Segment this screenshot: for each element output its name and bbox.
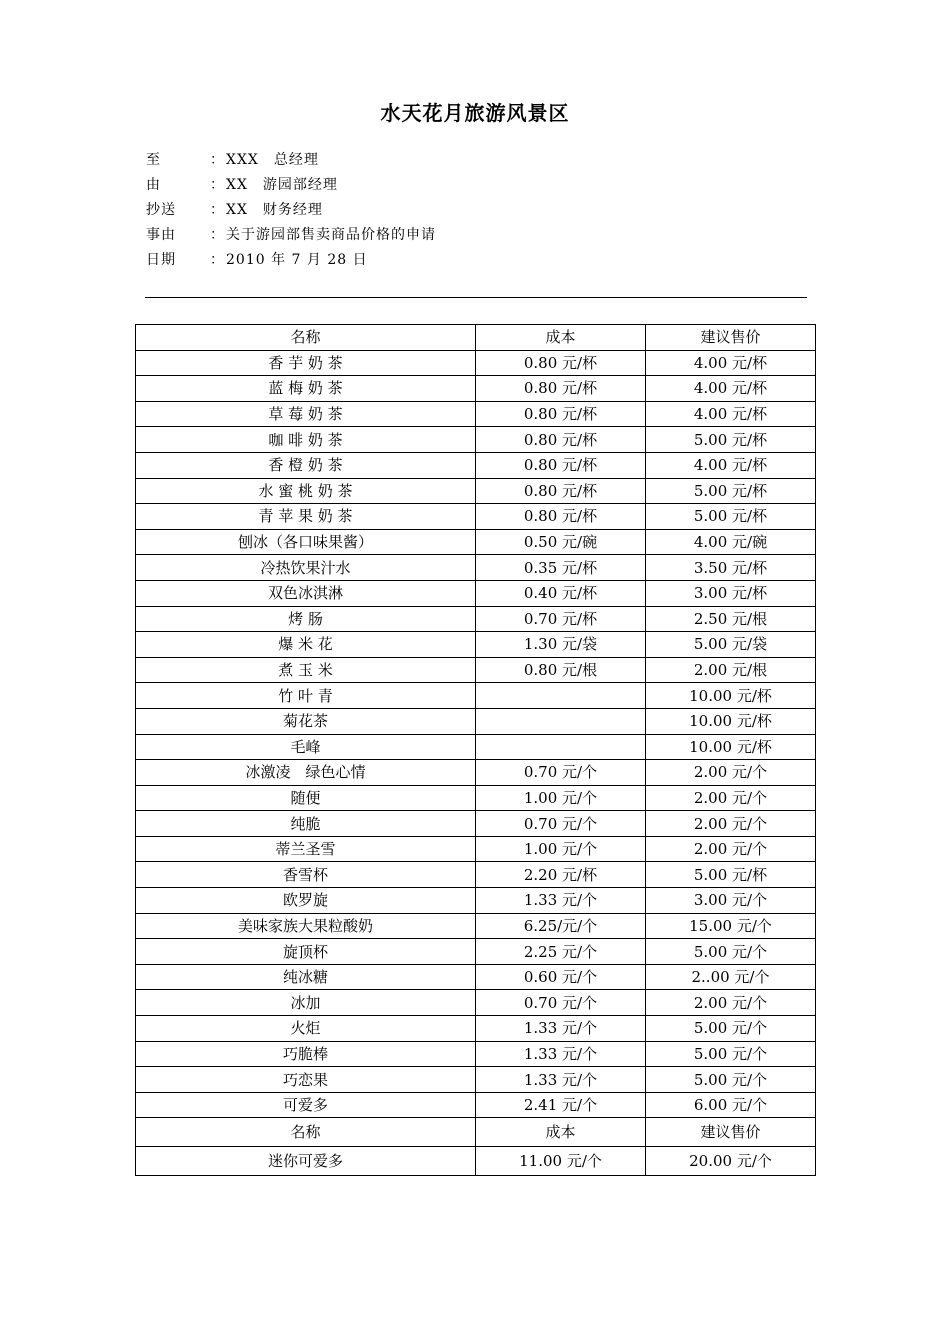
- table-row: [136, 964, 816, 990]
- name-cell: 毛峰: [136, 734, 476, 760]
- price-cell: 2.00 元/个: [646, 760, 816, 786]
- table-row: [136, 401, 816, 427]
- name-cell: 双色冰淇淋: [136, 580, 476, 606]
- cost-cell: 1.30 元/袋: [476, 632, 646, 658]
- price-table: [135, 324, 816, 1176]
- table-header-row: [136, 325, 816, 351]
- price-cell: 4.00 元/杯: [646, 350, 816, 376]
- name-cell: 欧罗旋: [136, 888, 476, 914]
- table-row: [136, 478, 816, 504]
- table-row: [136, 760, 816, 786]
- price-cell: 10.00 元/杯: [646, 683, 816, 709]
- table-row: [136, 811, 816, 837]
- table-row: [136, 632, 816, 658]
- table-row: [136, 504, 816, 530]
- memo-label: 抄送: [146, 202, 176, 218]
- memo-value: XX 游园部经理: [226, 177, 338, 193]
- price-cell: 15.00 元/个: [646, 913, 816, 939]
- price-cell: 5.00 元/个: [646, 1041, 816, 1067]
- table-row: [136, 580, 816, 606]
- name-cell: 香雪杯: [136, 862, 476, 888]
- cost-cell: 0.70 元/个: [476, 990, 646, 1016]
- cost-cell: 0.80 元/杯: [476, 504, 646, 530]
- table-row: [136, 555, 816, 581]
- memo-row: [146, 148, 436, 173]
- memo-value: 关于游园部售卖商品价格的申请: [226, 227, 436, 243]
- cost-cell: 0.80 元/杯: [476, 478, 646, 504]
- price-cell: 10.00 元/杯: [646, 708, 816, 734]
- price-cell: 2.00 元/个: [646, 990, 816, 1016]
- cost-cell: 0.70 元/杯: [476, 606, 646, 632]
- cost-cell: 1.00 元/个: [476, 836, 646, 862]
- name-cell: 青 苹 果 奶 茶: [136, 504, 476, 530]
- table-row: [136, 913, 816, 939]
- name-cell: 火炬: [136, 1016, 476, 1042]
- memo-header: [146, 148, 436, 273]
- price-cell: 20.00 元/个: [646, 1147, 816, 1176]
- price-cell: 2.50 元/根: [646, 606, 816, 632]
- price-cell: 3.00 元/个: [646, 888, 816, 914]
- price-cell: 5.00 元/个: [646, 939, 816, 965]
- cost-cell: 11.00 元/个: [476, 1147, 646, 1176]
- table-row: [136, 452, 816, 478]
- document-title: 水天花月旅游风景区: [380, 101, 570, 125]
- memo-label: 事由: [146, 227, 176, 243]
- memo-label: 由: [146, 177, 161, 193]
- cost-cell: 0.80 元/杯: [476, 350, 646, 376]
- table-row: [136, 350, 816, 376]
- price-cell: 3.00 元/杯: [646, 580, 816, 606]
- cost-cell: 1.33 元/个: [476, 1041, 646, 1067]
- column-header: 名称: [136, 1118, 476, 1147]
- cost-cell: 1.33 元/个: [476, 888, 646, 914]
- table-header-row: [136, 1118, 816, 1147]
- cost-cell: 6.25/元/个: [476, 913, 646, 939]
- memo-label: 日期: [146, 252, 176, 268]
- cost-cell: 0.80 元/根: [476, 657, 646, 683]
- memo-colon: ：: [210, 152, 224, 168]
- price-cell: 5.00 元/个: [646, 1067, 816, 1093]
- name-cell: 可爱多: [136, 1092, 476, 1118]
- memo-row: [146, 248, 436, 273]
- cost-cell: 0.60 元/个: [476, 964, 646, 990]
- memo-colon: ：: [210, 227, 224, 243]
- cost-cell: 0.50 元/碗: [476, 529, 646, 555]
- name-cell: 美味家族大果粒酸奶: [136, 913, 476, 939]
- memo-row: [146, 173, 436, 198]
- name-cell: 水 蜜 桃 奶 茶: [136, 478, 476, 504]
- name-cell: 迷你可爱多: [136, 1147, 476, 1176]
- cost-cell: 0.40 元/杯: [476, 580, 646, 606]
- price-cell: 2.00 元/个: [646, 811, 816, 837]
- name-cell: 冷热饮果汁水: [136, 555, 476, 581]
- column-header: 成本: [476, 325, 646, 351]
- name-cell: 纯脆: [136, 811, 476, 837]
- price-cell: 5.00 元/杯: [646, 427, 816, 453]
- table-row: [136, 1016, 816, 1042]
- price-cell: 5.00 元/袋: [646, 632, 816, 658]
- memo-value: XX 财务经理: [226, 202, 323, 218]
- table-row: [136, 990, 816, 1016]
- name-cell: 冰激凌 绿色心情: [136, 760, 476, 786]
- memo-colon: ：: [210, 252, 224, 268]
- price-cell: 5.00 元/杯: [646, 504, 816, 530]
- memo-row: [146, 223, 436, 248]
- cost-cell: 0.70 元/个: [476, 760, 646, 786]
- name-cell: 竹 叶 青: [136, 683, 476, 709]
- price-cell: 5.00 元/杯: [646, 478, 816, 504]
- column-header: 建议售价: [646, 1118, 816, 1147]
- cost-cell: 0.70 元/个: [476, 811, 646, 837]
- memo-colon: ：: [210, 177, 224, 193]
- cost-cell: 0.80 元/杯: [476, 376, 646, 402]
- table-row: [136, 606, 816, 632]
- table-row: [136, 862, 816, 888]
- cost-cell: 2.25 元/个: [476, 939, 646, 965]
- header-divider: [145, 297, 807, 298]
- price-cell: 2..00 元/个: [646, 964, 816, 990]
- name-cell: 纯冰糖: [136, 964, 476, 990]
- price-cell: 4.00 元/杯: [646, 452, 816, 478]
- cost-cell: [476, 708, 646, 734]
- price-cell: 2.00 元/根: [646, 657, 816, 683]
- table-row: [136, 1067, 816, 1093]
- price-cell: 5.00 元/杯: [646, 862, 816, 888]
- name-cell: 香 芋 奶 茶: [136, 350, 476, 376]
- name-cell: 煮 玉 米: [136, 657, 476, 683]
- table-row: [136, 939, 816, 965]
- memo-value: 2010 年 7 月 28 日: [226, 252, 368, 268]
- memo-label: 至: [146, 152, 161, 168]
- memo-row: [146, 198, 436, 223]
- price-cell: 4.00 元/杯: [646, 401, 816, 427]
- price-cell: 2.00 元/个: [646, 836, 816, 862]
- table-row: [136, 1041, 816, 1067]
- price-cell: 10.00 元/杯: [646, 734, 816, 760]
- cost-cell: 0.80 元/杯: [476, 401, 646, 427]
- price-cell: 6.00 元/个: [646, 1092, 816, 1118]
- table-row: [136, 683, 816, 709]
- cost-cell: 2.20 元/杯: [476, 862, 646, 888]
- cost-cell: 0.80 元/杯: [476, 427, 646, 453]
- table-row: [136, 529, 816, 555]
- name-cell: 巧恋果: [136, 1067, 476, 1093]
- cost-cell: 1.00 元/个: [476, 785, 646, 811]
- price-cell: 4.00 元/碗: [646, 529, 816, 555]
- name-cell: 菊花茶: [136, 708, 476, 734]
- table-row: [136, 376, 816, 402]
- cost-cell: 0.80 元/杯: [476, 452, 646, 478]
- cost-cell: [476, 683, 646, 709]
- name-cell: 香 橙 奶 茶: [136, 452, 476, 478]
- cost-cell: 1.33 元/个: [476, 1016, 646, 1042]
- name-cell: 巧脆棒: [136, 1041, 476, 1067]
- cost-cell: 2.41 元/个: [476, 1092, 646, 1118]
- name-cell: 旋顶杯: [136, 939, 476, 965]
- column-header: 建议售价: [646, 325, 816, 351]
- price-cell: 2.00 元/个: [646, 785, 816, 811]
- name-cell: 咖 啡 奶 茶: [136, 427, 476, 453]
- table-row: [136, 657, 816, 683]
- name-cell: 烤 肠: [136, 606, 476, 632]
- table-row: [136, 785, 816, 811]
- table-row: [136, 1092, 816, 1118]
- column-header: 名称: [136, 325, 476, 351]
- price-cell: 3.50 元/杯: [646, 555, 816, 581]
- memo-colon: ：: [210, 202, 224, 218]
- name-cell: 随便: [136, 785, 476, 811]
- price-cell: 5.00 元/个: [646, 1016, 816, 1042]
- table-row: [136, 708, 816, 734]
- table-row: [136, 427, 816, 453]
- cost-cell: 0.35 元/杯: [476, 555, 646, 581]
- column-header: 成本: [476, 1118, 646, 1147]
- name-cell: 蒂兰圣雪: [136, 836, 476, 862]
- table-row: [136, 1147, 816, 1176]
- cost-cell: [476, 734, 646, 760]
- table-row: [136, 836, 816, 862]
- table-row: [136, 888, 816, 914]
- name-cell: 冰加: [136, 990, 476, 1016]
- name-cell: 爆 米 花: [136, 632, 476, 658]
- name-cell: 草 莓 奶 茶: [136, 401, 476, 427]
- name-cell: 刨冰（各口味果酱）: [136, 529, 476, 555]
- price-cell: 4.00 元/杯: [646, 376, 816, 402]
- cost-cell: 1.33 元/个: [476, 1067, 646, 1093]
- memo-value: XXX 总经理: [226, 152, 319, 168]
- table-row: [136, 734, 816, 760]
- name-cell: 蓝 梅 奶 茶: [136, 376, 476, 402]
